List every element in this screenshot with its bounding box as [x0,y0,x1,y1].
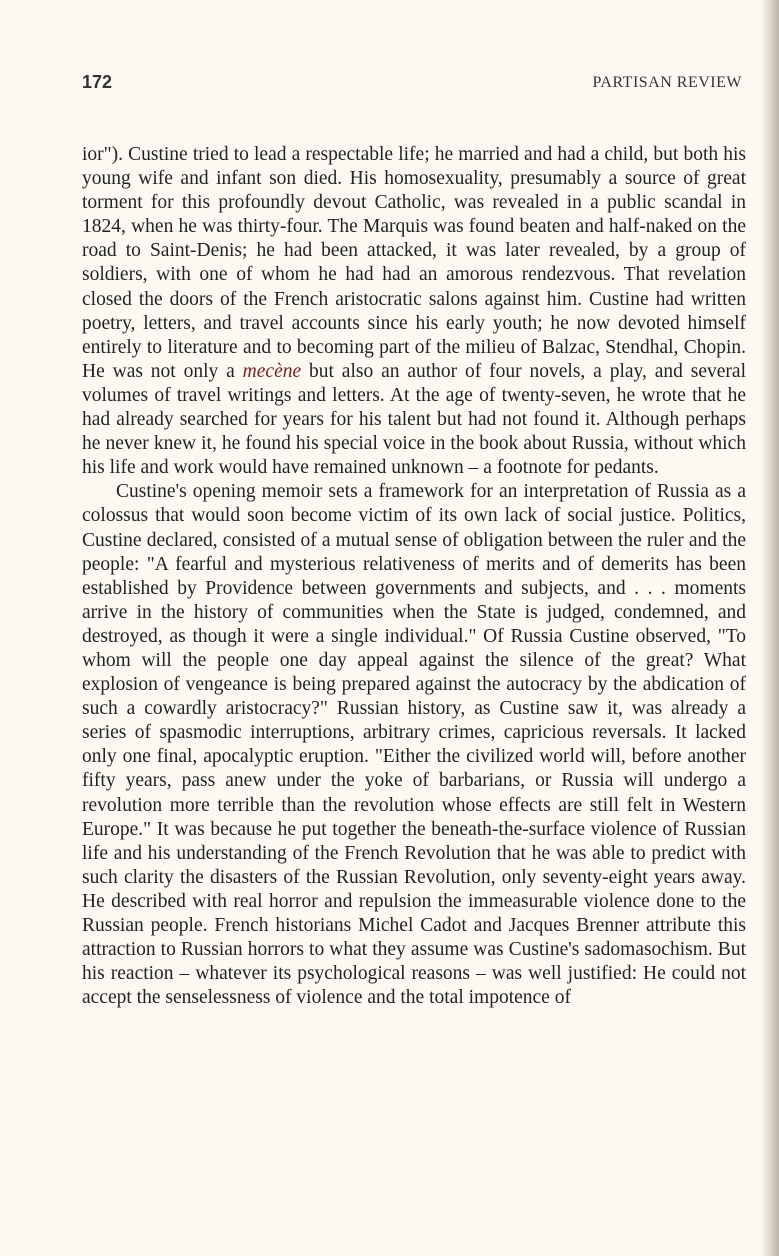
paragraph-1-text-a: ior"). Custine tried to lead a respectable life; he married and had a child, but both his young wife and infant son died. His homosexuality, presumably a source of great torment for this profoundly devout Catholic, was revealed in a public scandal in 1824, when he was thirty-four. The Marquis was found beaten and half-naked on the road to Saint-Denis; he had been attacked, it was later revealed, by a group of soldiers, with one of whom he had had an amorous rendezvous. That revelation closed the doors of the French aristocratic salons against him. Custine had written poetry, letters, and travel accounts since his early youth; he now devoted himself entirely to literature and to becoming part of the milieu of Balzac, Stendhal, Chopin. He was not only a [82,144,746,382]
running-head [82,72,742,100]
page-edge-shadow [761,0,779,1256]
paragraph-2: Custine's opening memoir sets a framework for an interpretation of Russia as a colossus that would soon become victim of its own lack of social justice. Politics, Custine declared, consisted of a mutual sense of obligation between the ruler and the people: "A fearful and mysterious relativeness of merits and of demerits has been established by Providence between governments and subjects, and . . . moments arrive in the history of communities when the State is judged, condemned, and destroyed, as though it were a single individual." Of Russia Custine observed, "To whom will the people one day appeal against the silence of the great? What explosion of vengeance is being prepared against the autocracy by the abdication of such a cowardly aristocracy?" Russian history, as Custine saw it, was already a series of spasmodic interruptions, arbitrary crimes, capricious reversals. It lacked only one final, apocalyptic eruption. "Either the civilized world will, before another fifty years, pass anew under the yoke of barbarians, or Russia will undergo a revolution more terrible than the revolution whose effects are still felt in Western Europe." It was because he put together the beneath-the-surface violence of Russian life and his understanding of the French Revolution that he was able to predict with such clarity the disasters of the Russian Revolution, only seventy-eight years away. He described with real horror and repulsion the immeasurable violence done to the Russian people. French historians Michel Cadot and Jacques Brenner attribute this attraction to Russian horrors to what they assume was Custine's sadomasochism. But his reaction – whatever its psychological reasons – was well justified: He could not accept the senselessness of violence and the total impotence of [82,481,746,1009]
paragraph-1-text-b: but also an author of four novels, a play, and several volumes of travel writings and letters. At the age of twenty-seven, he wrote that he had already searched for years for his talent but had not found it. Although perhaps he never knew it, he found his special voice in the book about Russia, without which his life and work would have remained unknown – a footnote for pedants. [82,360,746,479]
journal-title: PARTISAN REVIEW [592,74,742,91]
body-text [82,143,746,1010]
paragraph-1 [82,143,746,480]
italic-term: mecène [242,360,302,382]
page-number: 172 [82,72,113,92]
